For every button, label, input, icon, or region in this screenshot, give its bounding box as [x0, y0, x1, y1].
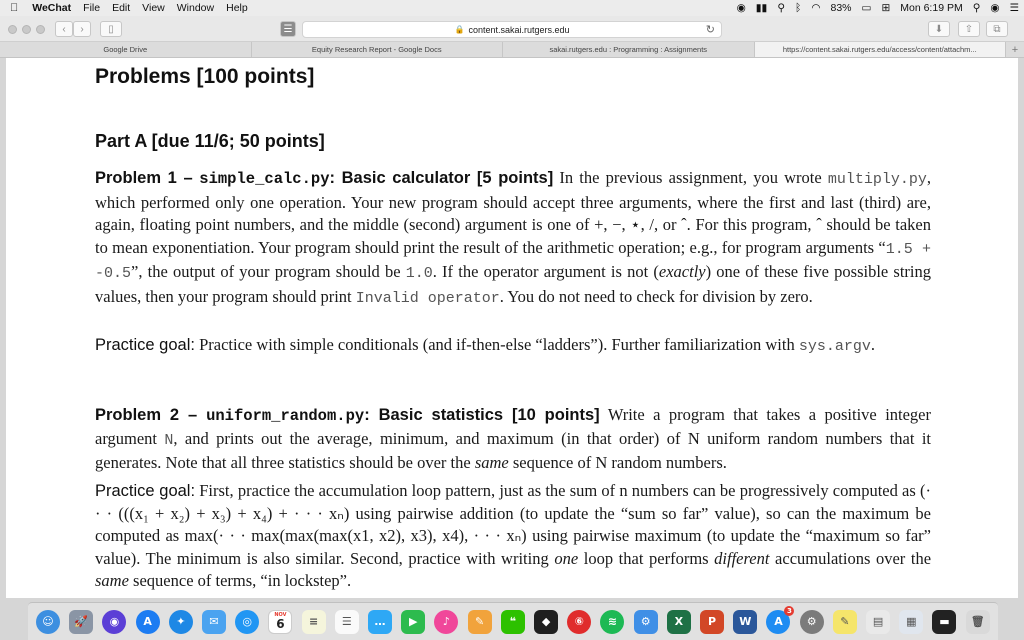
problem-1-paragraph [95, 167, 931, 310]
input-method-icon[interactable]: ⊞ [881, 2, 891, 14]
calendar-icon[interactable] [268, 610, 292, 634]
problem-1-text: . If the operator argument is not ( [432, 262, 659, 281]
preview-icon[interactable]: ▤ [866, 610, 890, 634]
practice-goal-1 [95, 334, 931, 359]
menu-edit[interactable]: Edit [103, 2, 122, 14]
problem-2-heading-b: : Basic statistics [10 points] [364, 406, 600, 424]
problem-2-heading-a: Problem 2 – [95, 406, 207, 424]
launchpad-icon[interactable]: 🚀 [69, 610, 93, 634]
search-status-icon[interactable]: ⚲ [777, 2, 786, 14]
netease-icon[interactable]: ⑥ [567, 610, 591, 634]
calendar-day: 6 [276, 617, 285, 631]
calendar-month: NOV [274, 612, 287, 618]
battery-percent[interactable]: 83% [830, 2, 852, 14]
safari-icon[interactable]: ✦ [169, 610, 193, 634]
problem-1-code: multiply.py [827, 171, 927, 188]
address-bar[interactable] [302, 21, 722, 38]
spotify-icon[interactable]: ≋ [600, 610, 624, 634]
tab-attachment[interactable]: https://content.sakai.rutgers.edu/access/content/attachm... [755, 42, 1007, 57]
app-store-badge: 3 [784, 606, 794, 616]
practice-goal-text: . [870, 335, 875, 354]
problem-1-text: . You do not need to check for division by zero. [499, 286, 813, 306]
practice-goal-label: Practice goal: [95, 336, 195, 354]
app-store-blue-icon[interactable]: A [136, 610, 160, 634]
problem-2-emphasis: same [474, 453, 509, 472]
problem-1-code: 1.0 [405, 265, 433, 282]
reminders-icon[interactable]: ☰ [335, 610, 359, 634]
menu-help[interactable]: Help [217, 2, 240, 14]
downloads-button[interactable]: ⬇ [928, 21, 950, 37]
close-window-icon[interactable] [8, 25, 17, 34]
word-icon[interactable]: W [733, 610, 757, 634]
tab-sakai-assignments[interactable]: sakai.rutgers.edu : Programming : Assignments [503, 42, 755, 57]
back-button[interactable]: ‹ [55, 21, 73, 37]
problem-1-heading-a: Problem 1 – [95, 169, 200, 187]
reload-icon[interactable]: ↻ [705, 24, 715, 36]
menu-view[interactable]: View [133, 2, 157, 14]
powerpoint-icon[interactable]: P [700, 610, 724, 634]
photos-browser-icon[interactable]: ⚙ [634, 610, 658, 634]
evernote-icon[interactable]: ◆ [534, 610, 558, 634]
qq-icon[interactable]: ◎ [235, 610, 259, 634]
notification-center-icon[interactable]: ☰ [1009, 2, 1019, 14]
terminal-thumb-icon[interactable]: ▬ [932, 610, 956, 634]
wechat-status-icon[interactable]: ◉ [736, 2, 746, 14]
new-tab-icon[interactable]: + [1011, 43, 1019, 56]
problem-1-text: ”, the output of your program should be [131, 262, 406, 281]
practice-goal-label: Practice goal: [95, 482, 196, 500]
itunes-icon[interactable]: ♪ [434, 610, 458, 634]
sidebar-toggle-button[interactable]: ▯ [100, 21, 122, 37]
problem-1-text: In the previous assignment, you wrote [559, 168, 828, 187]
zoom-window-icon[interactable] [36, 25, 45, 34]
stickies-icon[interactable]: ✎ [833, 610, 857, 634]
siri-icon[interactable]: ◉ [990, 2, 1000, 14]
system-preferences-icon[interactable]: ⚙ [800, 610, 824, 634]
share-button[interactable]: ⇧ [958, 21, 980, 37]
problem-2-paragraph [95, 404, 931, 475]
excel-icon[interactable]: X [667, 610, 691, 634]
practice-goal-code: sys.argv [798, 338, 871, 355]
app-store-icon[interactable]: A 3 [766, 610, 790, 634]
problem-1-code: Invalid operator [355, 289, 500, 307]
problem-1-text: , which performed only one operation. Your new program should accept three arguments, where the first and last (third) are, again, floating point numbers, and the middle (second) argument is one of +, −, ⋆, /, or ˆ. For this program, ˆ should be taken to mean exponentiation. Your program should print the result of the arithmetic operation; e.g., for program arguments “ [95, 168, 932, 257]
spotlight-icon[interactable]: ⚲ [972, 2, 981, 14]
siri-icon[interactable]: ◉ [102, 610, 126, 634]
tabs-overview-button[interactable]: ⧉ [986, 21, 1008, 37]
practice-goal-emphasis: same [95, 571, 129, 590]
practice-goal-text: loop that performs [578, 548, 715, 568]
problem-2-filename: uniform_random.py [206, 407, 365, 425]
problem-2-code: N [164, 431, 174, 449]
practice-goal-text: accumulations over the [769, 548, 932, 568]
wifi-icon[interactable]: ◠ [811, 2, 821, 14]
menu-file[interactable]: File [74, 2, 92, 14]
practice-goal-emphasis: different [714, 548, 770, 568]
browser-toolbar [0, 16, 1024, 42]
problem-1-text: ) one of these five possible string values, then your program should print [95, 262, 931, 306]
bluetooth-icon[interactable]: ᛒ [795, 2, 802, 14]
pages-icon[interactable]: ✎ [468, 610, 492, 634]
clock[interactable]: Mon 6:19 PM [900, 2, 963, 14]
equalizer-status-icon[interactable]: ▮▮ [755, 2, 768, 14]
tab-google-drive[interactable]: Google Drive [0, 42, 252, 57]
section-title: Problems [100 points] [95, 65, 315, 88]
problem-2-text: , and prints out the average, minimum, and maximum (in that order) of N uniform random numbers that it generates. Note that all three statistics should be over the [95, 428, 931, 472]
dock [28, 602, 998, 640]
practice-goal-emphasis: one [554, 548, 579, 568]
practice-goal-2 [95, 480, 931, 593]
facetime-icon[interactable]: ▶ [401, 610, 425, 634]
trash-icon[interactable]: 🗑 [966, 610, 990, 634]
menu-window[interactable]: Window [168, 2, 206, 14]
problem-1-filename: simple_calc.py [199, 170, 330, 188]
part-title: Part A [due 11/6; 50 points] [95, 131, 325, 151]
problem-2-text: Write a program that takes a positive integer argument [95, 405, 931, 448]
problem-1-heading-b: : Basic calculator [5 points] [329, 169, 554, 187]
tab-equity-research[interactable]: Equity Research Report - Google Docs [252, 42, 504, 57]
address-text: content.sakai.rutgers.edu [468, 24, 570, 35]
problem-1-emphasis: exactly [658, 262, 706, 281]
wechat-icon[interactable]: ❝ [501, 610, 525, 634]
finder-icon[interactable]: ☺ [36, 610, 60, 634]
menu-app-name[interactable]: WeChat [24, 2, 63, 14]
problem-2-text: sequence of N random numbers. [508, 453, 727, 472]
messages-icon[interactable]: … [368, 610, 392, 634]
lock-icon: 🔒 [454, 25, 465, 34]
minimize-window-icon[interactable] [22, 25, 31, 34]
practice-goal-text: sequence of terms, “in lockstep”. [128, 571, 352, 590]
notes-icon[interactable]: ≡ [302, 610, 326, 634]
menu-bar [0, 0, 1024, 16]
forward-button[interactable]: › [73, 21, 91, 37]
tab-bar [0, 42, 1024, 58]
document-view [6, 58, 1018, 598]
practice-goal-text: Practice with simple conditionals (and if-then-else “ladders”). Further familiarization with [194, 335, 799, 354]
document-thumb-icon[interactable]: ▦ [899, 610, 923, 634]
battery-icon[interactable]: ▭ [861, 2, 872, 14]
mail-icon[interactable]: ✉ [202, 610, 226, 634]
reader-icon[interactable]: ☰ [280, 21, 296, 37]
problem-1-code: 1.5 + -0.5 [95, 240, 931, 282]
apple-menu-icon[interactable] [0, 2, 26, 14]
practice-goal-text: First, practice the accumulation loop pattern, just as the sum of n numbers can be progressively computed as (· · · (((x₁ + x₂) + x₃) + x₄) + · · · xₙ) using pairwise addition (to update the “sum so far” value), so can the maximum be computed as max(· · · max(max(max(x1, x2), x3), x4), · · · xₙ) using pairwise maximum (to update the “maximum so far” value). The minimum is also similar. Second, practice with writing [95, 481, 931, 568]
